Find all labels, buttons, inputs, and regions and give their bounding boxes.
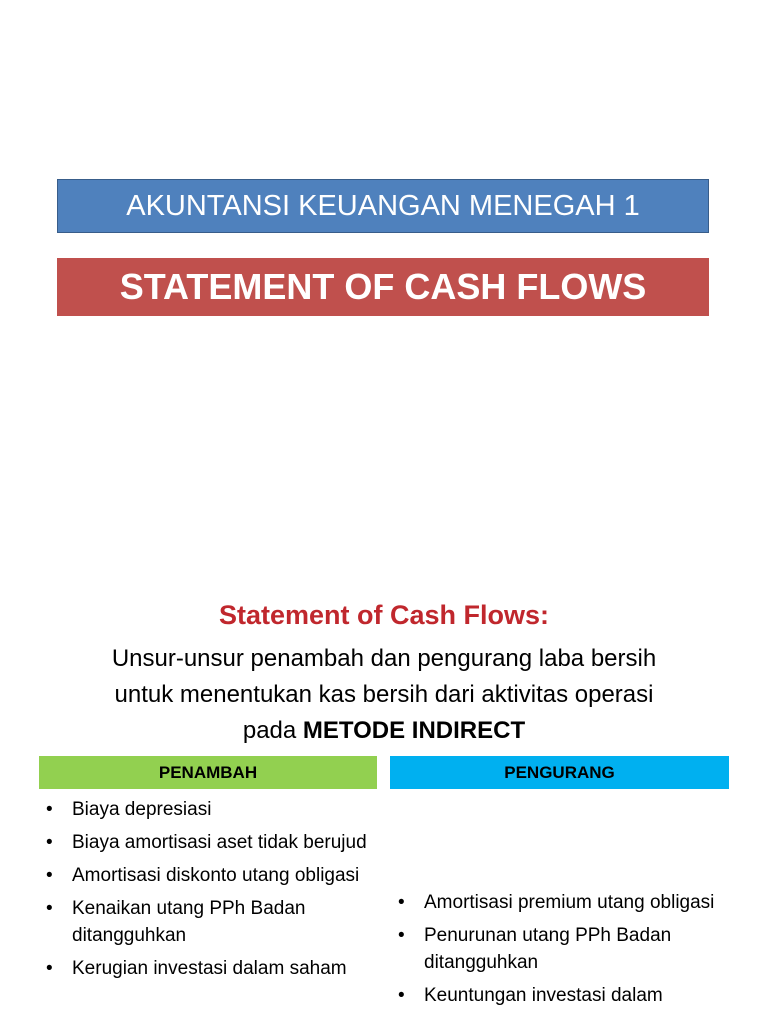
list-item-text: Amortisasi diskonto utang obligasi (72, 865, 360, 886)
bullet: • (398, 985, 405, 1006)
method-name: METODE INDIRECT (302, 717, 526, 744)
bullet: • (46, 898, 53, 919)
penambah-list (40, 796, 380, 988)
slide-title: Statement of Cash Flows: (218, 600, 550, 630)
subtitle-line-3-prefix: pada (242, 717, 303, 744)
course-title: AKUNTANSI KEUANGAN MENEGAH 1 (126, 189, 640, 222)
list-item (40, 895, 380, 949)
penambah-header: PENAMBAH (39, 756, 377, 789)
bullet: • (46, 799, 53, 820)
topic-title: STATEMENT OF CASH FLOWS (119, 266, 647, 307)
list-item (40, 796, 380, 823)
subtitle-line-1: Unsur-unsur penambah dan pengurang laba bersih (111, 645, 657, 672)
bullet: • (46, 865, 53, 886)
list-item-text: Biaya amortisasi aset tidak berujud (72, 832, 367, 853)
list-item-text: Kerugian investasi dalam saham (72, 958, 347, 979)
list-item (392, 889, 732, 916)
list-item (40, 829, 380, 856)
list-item (40, 955, 380, 982)
slide-subtitle (40, 641, 728, 749)
topic-title-banner (57, 258, 709, 316)
subtitle-line-2: untuk menentukan kas bersih dari aktivitas operasi (114, 681, 654, 708)
list-item (392, 982, 732, 1009)
list-item-text: Biaya depresiasi (72, 799, 212, 820)
bullet: • (398, 925, 405, 946)
bullet: • (46, 958, 53, 979)
list-item-text: Keuntungan investasi dalam (424, 985, 663, 1006)
list-item-text: Amortisasi premium utang obligasi (424, 892, 715, 913)
list-item-text: Penurunan utang PPh Badan ditangguhkan (424, 925, 672, 973)
list-item (40, 862, 380, 889)
subtitle-line-3 (40, 713, 728, 749)
bullet: • (46, 832, 53, 853)
list-item-text: Kenaikan utang PPh Badan ditangguhkan (72, 898, 306, 946)
bullet: • (398, 892, 405, 913)
course-title-banner (57, 179, 709, 233)
pengurang-header: PENGURANG (390, 756, 729, 789)
list-item (392, 922, 732, 976)
pengurang-list (392, 889, 732, 1015)
